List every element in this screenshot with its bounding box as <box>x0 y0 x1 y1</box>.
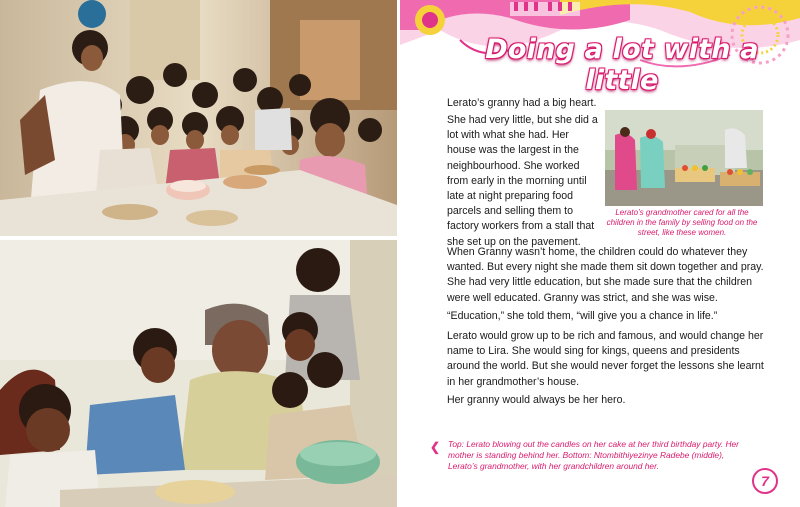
photo-grandmother-family <box>0 240 397 507</box>
photo-street-food-sellers <box>605 110 763 206</box>
paragraph-2: She had very little, but she did a lot with what she had. Her house was the largest in the neighbourhood. She worked from early in the morning until late at night preparing food parcels and selling them to factory workers from a stall that she set up on the pavement. <box>447 114 598 248</box>
paragraph-4: “Education,” she told them, “will give you a chance in life.” <box>447 310 718 322</box>
paragraph-6: Her granny would always be her hero. <box>447 394 626 406</box>
photo-birthday-party <box>0 0 397 236</box>
page-number: 7 <box>752 468 778 494</box>
paragraph-1: Lerato’s granny had a big heart. <box>447 97 597 109</box>
caption-pointer-icon: ❮ <box>430 440 441 454</box>
page-title: Doing a lot with a little <box>485 34 759 96</box>
paragraph-5: Lerato would grow up to be rich and famous, and would change her name to Lira. She would sing for kings, queens and presidents around the world. But she would never forget the lessons she learnt in her grandmother’s house. <box>447 330 764 388</box>
inset-photo-caption: Lerato’s grandmother cared for all the children in the family by selling food on the street, like these women. <box>606 208 758 237</box>
paragraph-3: When Granny wasn’t home, the children could do whatever they wanted. But every night she made them sit down together and pray. She had very little education, but she made sure that the children were well educated. Granny was strict, and she was wise. <box>447 246 764 304</box>
photos-caption: Top: Lerato blowing out the candles on her cake at her third birthday party. Her mother is standing behind her. Bottom: Ntombithiyezinye Radebe (middle), Lerato’s grandmother, with her grandchildren around her. <box>448 439 739 471</box>
